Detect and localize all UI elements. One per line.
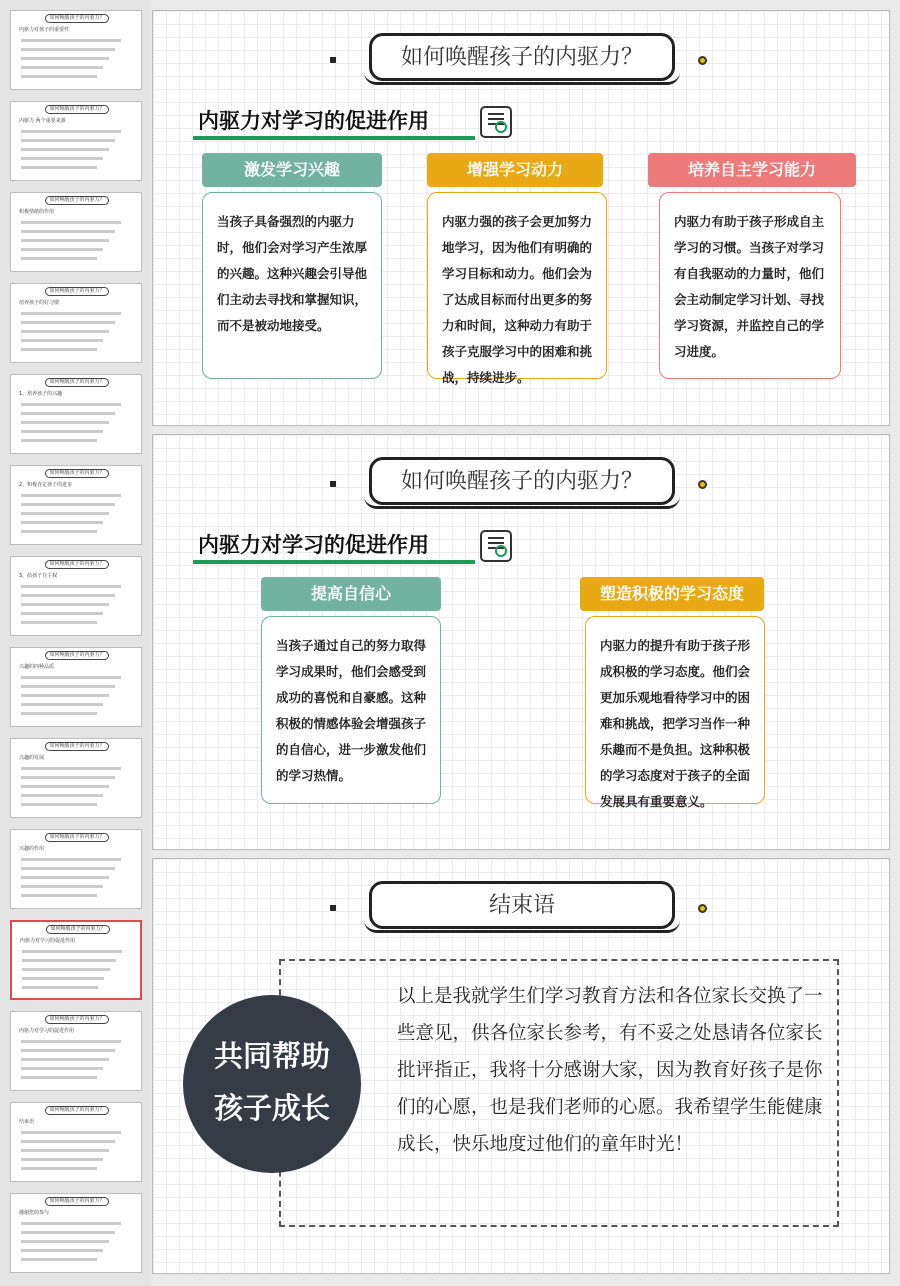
- slide-thumbnail[interactable]: [10, 1193, 142, 1273]
- thumbnail-text-line: [21, 230, 115, 233]
- thumbnail-text-line: [21, 612, 103, 615]
- section-heading: 内驱力对学习的促进作用: [198, 109, 429, 133]
- slide-title-pill: [369, 33, 675, 81]
- thumbnail-text-line: [21, 430, 103, 433]
- slide-title: 如何唤醒孩子的内驱力？: [400, 44, 643, 69]
- thumbnail-text-line: [21, 57, 109, 60]
- thumbnail-text-line: [21, 139, 115, 142]
- thumbnail-text-line: [21, 421, 109, 424]
- heading-underline: [193, 560, 475, 564]
- circle-line-2: 孩子成长: [213, 1093, 330, 1125]
- thumbnail-text-line: [21, 239, 109, 242]
- thumbnail-text-line: [22, 959, 116, 962]
- slide-thumbnail[interactable]: [10, 829, 142, 909]
- thumbnail-text-line: [21, 148, 109, 151]
- thumbnail-title: 如何唤醒孩子的内驱力？: [45, 287, 109, 296]
- thumbnail-text-line: [21, 503, 115, 506]
- card-autonomy: 内驱力有助于孩子形成自主学习的习惯。当孩子对学习有自我驱动的力量时，他们会主动制定学习计划、寻找学习资源，并监控自己的学习进度。: [659, 192, 841, 379]
- report-chart-icon: [480, 530, 512, 562]
- section-heading: 内驱力对学习的促进作用: [198, 533, 429, 557]
- thumbnail-text-line: [21, 403, 121, 406]
- thumbnail-title: 如何唤醒孩子的内驱力？: [45, 833, 109, 842]
- thumbnail-label: 培养孩子的好习惯: [19, 300, 60, 306]
- thumbnail-label: 兴趣的作用: [19, 846, 45, 852]
- thumbnail-text-line: [21, 885, 103, 888]
- thumbnail-text-line: [21, 39, 121, 42]
- thumbnail-text-line: [21, 703, 103, 706]
- thumbnail-text-line: [22, 986, 98, 989]
- thumbnail-text-line: [21, 530, 97, 533]
- thumbnail-text-line: [21, 1149, 109, 1152]
- thumbnail-title: 如何唤醒孩子的内驱力？: [45, 560, 109, 569]
- thumbnail-title: 如何唤醒孩子的内驱力？: [45, 1015, 109, 1024]
- yellow-dot-icon: [698, 56, 707, 65]
- slide-thumbnail[interactable]: [10, 1011, 142, 1091]
- thumbnail-label: 积极情绪的作用: [19, 209, 55, 215]
- thumbnail-title: 如何唤醒孩子的内驱力？: [45, 378, 109, 387]
- thumbnail-text-line: [21, 1058, 109, 1061]
- card-tag-motivation: 增强学习动力: [427, 153, 603, 187]
- thumbnail-text-line: [21, 1240, 109, 1243]
- square-decoration-icon: ▪: [329, 476, 338, 490]
- thumbnail-text-line: [21, 894, 97, 897]
- thumbnail-label: 兴趣的四种品质: [19, 664, 55, 670]
- card-tag-confidence: 提高自信心: [261, 577, 441, 611]
- thumbnail-text-line: [21, 339, 103, 342]
- slide-title: 结束语: [488, 892, 555, 917]
- thumbnail-text-line: [21, 130, 121, 133]
- slide-thumbnail-panel: [0, 0, 150, 1286]
- slide-thumbnail[interactable]: [10, 465, 142, 545]
- closing-text: 以上是我就学生们学习教育方法和各位家长交换了一些意见，供各位家长参考，有不妥之处恳请各位家长批评指正，我将十分感谢大家，因为教育好孩子是你们的心愿，也是我们老师的心愿。我希望学生能健康成长，快乐地度过他们的童年时光！: [397, 987, 823, 1155]
- thumbnail-text-line: [21, 1140, 115, 1143]
- slide-title-pill: [369, 457, 675, 505]
- thumbnail-text-line: [21, 1167, 97, 1170]
- thumbnail-text-line: [22, 950, 122, 953]
- slide-thumbnail[interactable]: [10, 920, 142, 1000]
- slide-1[interactable]: [152, 10, 890, 426]
- card-confidence: 当孩子通过自己的努力取得学习成果时，他们会感受到成功的喜悦和自豪感。这种积极的情感体验会增强孩子的自信心，进一步激发他们的学习热情。: [261, 616, 441, 804]
- thumbnail-text-line: [21, 621, 97, 624]
- yellow-dot-icon: [698, 904, 707, 913]
- slide-thumbnail[interactable]: [10, 738, 142, 818]
- thumbnail-text-line: [21, 1049, 115, 1052]
- thumbnail-text-line: [21, 794, 103, 797]
- card-tag-autonomy: 培养自主学习能力: [648, 153, 856, 187]
- thumbnail-title: 如何唤醒孩子的内驱力？: [45, 105, 109, 114]
- card-tag-attitude: 塑造积极的学习态度: [580, 577, 764, 611]
- thumbnail-text-line: [21, 330, 109, 333]
- thumbnail-title: 如何唤醒孩子的内驱力？: [45, 14, 109, 23]
- thumbnail-text-line: [21, 867, 115, 870]
- card-tag-interest: 激发学习兴趣: [202, 153, 382, 187]
- thumbnail-label: 感谢您的参与: [19, 1210, 50, 1216]
- thumbnail-label: 内驱力 两个重要来源: [19, 118, 66, 124]
- thumbnail-text-line: [21, 221, 121, 224]
- thumbnail-text-line: [21, 48, 115, 51]
- thumbnail-text-line: [21, 75, 97, 78]
- thumbnail-title: 如何唤醒孩子的内驱力？: [45, 651, 109, 660]
- thumbnail-text-line: [21, 785, 109, 788]
- thumbnail-text-line: [21, 439, 97, 442]
- closing-circle: [183, 995, 361, 1173]
- thumbnail-text-line: [21, 494, 121, 497]
- square-decoration-icon: ▪: [329, 52, 338, 66]
- thumbnail-text-line: [21, 66, 103, 69]
- thumbnail-text-line: [21, 257, 97, 260]
- thumbnail-title: 如何唤醒孩子的内驱力？: [46, 925, 110, 934]
- thumbnail-text-line: [21, 348, 97, 351]
- card-motivation: 内驱力强的孩子会更加努力地学习，因为他们有明确的学习目标和动力。他们会为了达成目标而付出更多的努力和时间，这种动力有助于孩子克服学习中的困难和挑战，持续进步。: [427, 192, 607, 379]
- thumbnail-text-line: [21, 321, 115, 324]
- thumbnail-text-line: [21, 858, 121, 861]
- card-interest: 当孩子具备强烈的内驱力时，他们会对学习产生浓厚的兴趣。这种兴趣会引导他们主动去寻找和掌握知识，而不是被动地接受。: [202, 192, 382, 379]
- thumbnail-label: 内驱力对孩子的重要性: [19, 27, 70, 33]
- thumbnail-text-line: [21, 876, 109, 879]
- slide-2[interactable]: [152, 434, 890, 850]
- slide-thumbnail[interactable]: [10, 1102, 142, 1182]
- card-attitude: 内驱力的提升有助于孩子形成积极的学习态度。他们会更加乐观地看待学习中的困难和挑战，把学习当作一种乐趣而不是负担。这种积极的学习态度对于孩子的全面发展具有重要意义。: [585, 616, 765, 804]
- slide-thumbnail[interactable]: [10, 647, 142, 727]
- thumbnail-title: 如何唤醒孩子的内驱力？: [45, 1197, 109, 1206]
- thumbnail-text-line: [21, 603, 109, 606]
- thumbnail-text-line: [21, 694, 109, 697]
- slide-thumbnail[interactable]: [10, 556, 142, 636]
- thumbnail-title: 如何唤醒孩子的内驱力？: [45, 1106, 109, 1115]
- thumbnail-text-line: [21, 521, 103, 524]
- thumbnail-text-line: [22, 968, 110, 971]
- thumbnail-text-line: [21, 776, 115, 779]
- circle-line-1: 共同帮助: [213, 1041, 330, 1073]
- thumbnail-label: 内驱力对学习的促进作用: [20, 938, 76, 944]
- thumbnail-text-line: [21, 712, 97, 715]
- thumbnail-title: 如何唤醒孩子的内驱力？: [45, 196, 109, 205]
- thumbnail-text-line: [21, 1131, 121, 1134]
- thumbnail-text-line: [21, 585, 121, 588]
- slide-thumbnail[interactable]: [10, 374, 142, 454]
- thumbnail-label: 3、给孩子自主权: [19, 573, 58, 579]
- slide-3[interactable]: [152, 858, 890, 1274]
- yellow-dot-icon: [698, 480, 707, 489]
- thumbnail-text-line: [21, 157, 103, 160]
- thumbnail-title: 如何唤醒孩子的内驱力？: [45, 742, 109, 751]
- thumbnail-label: 1、培养孩子的兴趣: [19, 391, 63, 397]
- thumbnail-text-line: [21, 1040, 121, 1043]
- slide-thumbnail[interactable]: [10, 10, 142, 90]
- slide-title: 如何唤醒孩子的内驱力？: [400, 468, 643, 493]
- slide-thumbnail[interactable]: [10, 101, 142, 181]
- slide-thumbnail[interactable]: [10, 192, 142, 272]
- thumbnail-text-line: [21, 1258, 97, 1261]
- thumbnail-text-line: [21, 803, 97, 806]
- thumbnail-text-line: [21, 676, 121, 679]
- thumbnail-text-line: [21, 685, 115, 688]
- thumbnail-text-line: [21, 1222, 121, 1225]
- thumbnail-text-line: [21, 312, 121, 315]
- thumbnail-text-line: [21, 166, 97, 169]
- thumbnail-text-line: [21, 1067, 103, 1070]
- heading-underline: [193, 136, 475, 140]
- thumbnail-label: 结束语: [19, 1119, 35, 1125]
- slide-thumbnail[interactable]: [10, 283, 142, 363]
- thumbnail-text-line: [21, 1231, 115, 1234]
- square-decoration-icon: ▪: [329, 900, 338, 914]
- thumbnail-label: 2、积极肯定孩子的进步: [19, 482, 73, 488]
- thumbnail-label: 兴趣的发展: [19, 755, 45, 761]
- thumbnail-text-line: [22, 977, 104, 980]
- thumbnail-text-line: [21, 767, 121, 770]
- thumbnail-text-line: [21, 1076, 97, 1079]
- thumbnail-text-line: [21, 1158, 103, 1161]
- thumbnail-text-line: [21, 1249, 103, 1252]
- thumbnail-text-line: [21, 248, 103, 251]
- thumbnail-text-line: [21, 594, 115, 597]
- thumbnail-title: 如何唤醒孩子的内驱力？: [45, 469, 109, 478]
- thumbnail-label: 内驱力对学习的促进作用: [19, 1028, 75, 1034]
- report-chart-icon: [480, 106, 512, 138]
- slide-title-pill: [369, 881, 675, 929]
- thumbnail-text-line: [21, 512, 109, 515]
- thumbnail-text-line: [21, 412, 115, 415]
